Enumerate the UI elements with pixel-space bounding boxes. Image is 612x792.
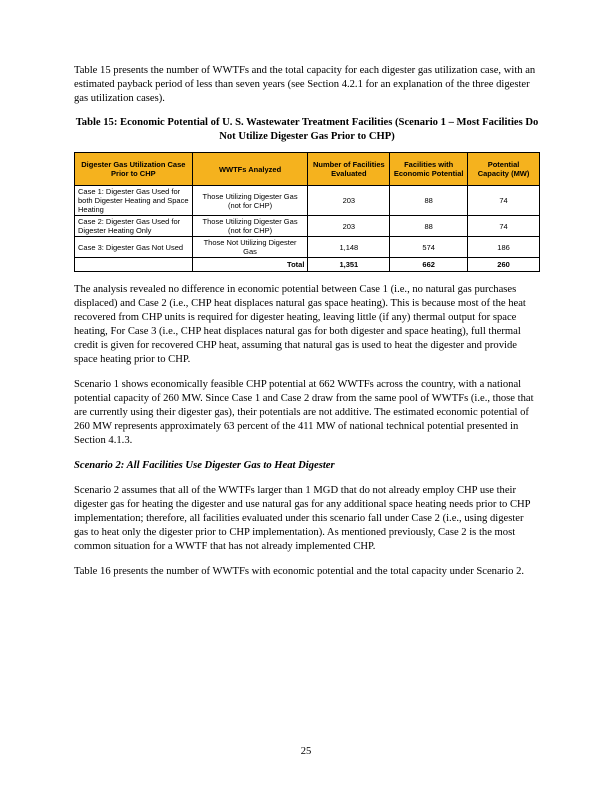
cell-economic: 574 (390, 237, 468, 258)
table-total-row (75, 258, 540, 272)
cell-capacity: 74 (468, 216, 540, 237)
cell-evaluated: 203 (308, 186, 390, 216)
cell-wwtfs: Those Utilizing Digester Gas (not for CHP) (192, 186, 308, 216)
cell-capacity: 186 (468, 237, 540, 258)
col-header-evaluated: Number of Facilities Evaluated (308, 153, 390, 186)
page-number: 25 (300, 746, 312, 757)
cell-blank (75, 258, 193, 272)
cell-total-label: Total (192, 258, 308, 272)
cell-wwtfs: Those Utilizing Digester Gas (not for CHP) (192, 216, 308, 237)
intro-paragraph: Table 15 presents the number of WWTFs and the total capacity for each digester gas utilization case, with an estimated payback period of less than seven years (see Section 4.2.1 for an explanation of the three digester gas utilization cases). (74, 65, 536, 104)
cell-wwtfs: Those Not Utilizing Digester Gas (192, 237, 308, 258)
table-caption: Table 15: Economic Potential of U. S. Wastewater Treatment Facilities (Scenario 1 – Most Facilities Do Not Utilize Digester Gas Prior to CHP) (75, 117, 539, 142)
cell-case: Case 1: Digester Gas Used for both Digester Heating and Space Heating (75, 186, 193, 216)
cell-capacity: 74 (468, 186, 540, 216)
scenario2-heading: Scenario 2: All Facilities Use Digester Gas to Heat Digester (74, 460, 335, 471)
table-row (75, 186, 540, 216)
economic-potential-table (74, 152, 540, 272)
cell-evaluated: 1,148 (308, 237, 390, 258)
scenario1-paragraph: Scenario 1 shows economically feasible CHP potential at 662 WWTFs across the country, with a national potential capacity of 260 MW. Since Case 1 and Case 2 draw from the same pool of WWTFs (i.e., those that are currently using their digester gas), their potentials are not additive. The estimated economic potential of 260 MW represents approximately 63 percent of the 411 MW of national technical potential presented in Section 4.1.3. (74, 379, 534, 446)
table16-paragraph: Table 16 presents the number of WWTFs with economic potential and the total capacity under Scenario 2. (74, 566, 525, 577)
cell-economic: 88 (390, 186, 468, 216)
cell-total-capacity: 260 (468, 258, 540, 272)
cell-evaluated: 203 (308, 216, 390, 237)
cell-total-economic: 662 (390, 258, 468, 272)
col-header-capacity: Potential Capacity (MW) (468, 153, 540, 186)
scenario2-paragraph: Scenario 2 assumes that all of the WWTFs larger than 1 MGD that do not already employ CHP use their digester gas for heating the digester and use natural gas for any additional space heating needs prior to CHP implementation; therefore, all facilities evaluated under this scenario fall under Case 2 (i.e., using digester gas to heat only the digester prior to CHP implementation). As mentioned previously, Case 2 is the most common situation for a WWTF that has not already implemented CHP. (74, 485, 531, 552)
cell-case: Case 3: Digester Gas Not Used (75, 237, 193, 258)
cell-case: Case 2: Digester Gas Used for Digester Heating Only (75, 216, 193, 237)
col-header-case: Digester Gas Utilization Case Prior to CHP (75, 153, 193, 186)
cell-economic: 88 (390, 216, 468, 237)
analysis-paragraph: The analysis revealed no difference in economic potential between Case 1 (i.e., no natural gas purchases displaced) and Case 2 (i.e., CHP heat displaces natural gas space heating). This is because most of the heat recovered from CHP units is required for digester heating, leaving little (if any) thermal output for space heating, For Case 3 (i.e., CHP heat displaces natural gas for both digester and space heating), full thermal credit is given for recovered CHP heat, assuming that natural gas is used to heat the digester and provide space heating prior to CHP. (74, 284, 526, 365)
table-row (75, 216, 540, 237)
col-header-wwtfs: WWTFs Analyzed (192, 153, 308, 186)
page-body (74, 64, 540, 579)
table-row (75, 237, 540, 258)
cell-total-evaluated: 1,351 (308, 258, 390, 272)
col-header-economic: Facilities with Economic Potential (390, 153, 468, 186)
table-header-row (75, 153, 540, 186)
